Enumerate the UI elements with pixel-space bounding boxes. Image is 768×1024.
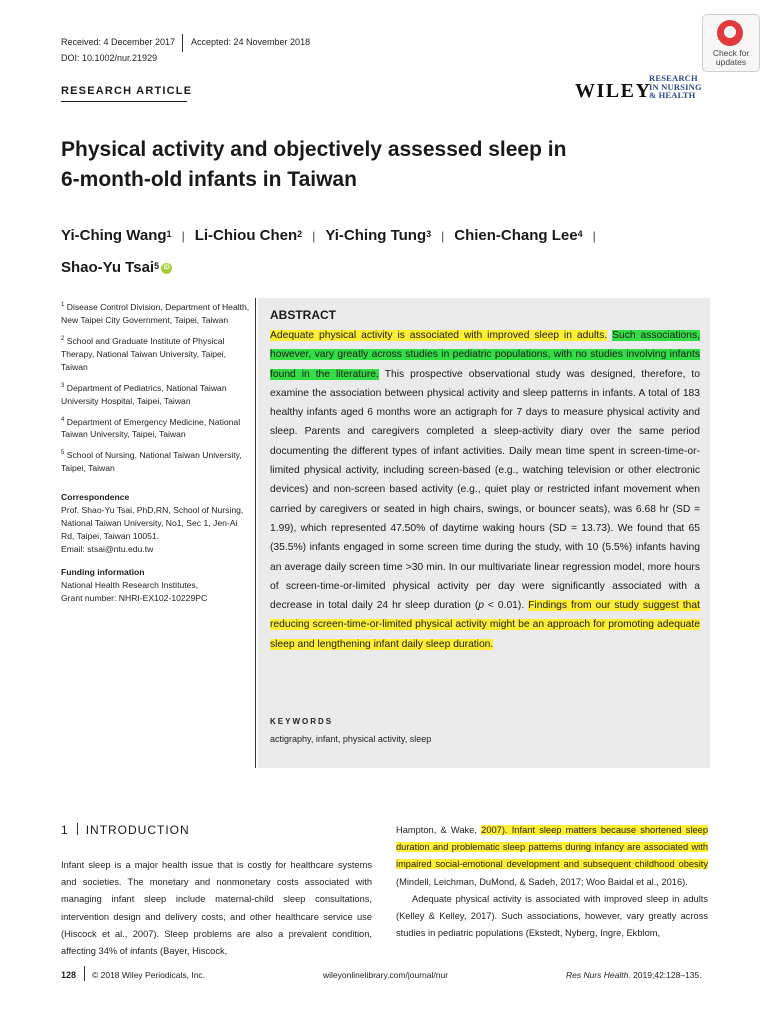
abstract-divider (255, 298, 256, 768)
journal-logo-line-3: & HEALTH (649, 90, 696, 100)
orcid-icon[interactable]: iD (161, 263, 172, 274)
intro-citation: (Mindell, Leichman, DuMond, & Sadeh, 2017; Woo Baidal et al., 2016). (396, 876, 688, 887)
journal-logo-line-1: RESEARCH (649, 73, 698, 83)
intro-text: Hampton, & Wake, (396, 825, 482, 835)
check-for-updates-badge[interactable] (702, 14, 760, 72)
author[interactable] (325, 227, 431, 244)
funding-line-1: National Health Research Institutes, (61, 580, 199, 591)
badge-text-line-2: updates (715, 57, 747, 67)
highlight-yellow: Findings from our study suggest that reducing screen-time-or-limited physical activity might be an approach for promoting adequate sleep and lengthening infant daily sleep duration. (270, 600, 700, 650)
correspondence-label: Correspondence (61, 492, 130, 503)
author-list (61, 220, 711, 284)
abstract-heading: ABSTRACT (270, 308, 336, 322)
title-line-1: Physical activity and objectively assessed sleep in (61, 138, 567, 161)
badge-text-line-1: Check for (712, 48, 750, 58)
copyright: © 2018 Wiley Periodicals, Inc. (92, 970, 206, 980)
article-type-underline (61, 101, 187, 102)
author-name: Shao-Yu Tsai (61, 259, 155, 276)
p-value-symbol: p (478, 600, 484, 612)
section-heading-introduction (61, 823, 190, 837)
author[interactable] (195, 227, 303, 244)
affiliation (61, 447, 251, 475)
footer-divider (84, 966, 85, 981)
affiliation (61, 299, 251, 327)
affiliation-mark: 2 (61, 335, 65, 342)
author-affiliation-mark: 4 (577, 229, 583, 239)
author[interactable] (454, 227, 582, 244)
affiliation-text: Department of Emergency Medicine, National Taiwan University, Taipei, Taiwan (61, 416, 241, 440)
correspondence-email[interactable]: Email: stsai@ntu.edu.tw (61, 544, 154, 555)
intro-paragraph-2: Adequate physical activity is associated with improved sleep in adults (Kelley & Kelley, 2017). Such associations, however, vary greatly across studies in pediatric populations (Ekstedt, Nyberg, Ingre, Ekblom, (396, 893, 708, 939)
author-name: Yi-Ching Tung (325, 227, 427, 244)
header-divider (182, 34, 183, 52)
keywords-list: actigraphy, infant, physical activity, sleep (270, 734, 432, 744)
affiliation (61, 333, 251, 374)
author-separator: | (312, 229, 316, 243)
author[interactable] (61, 259, 159, 276)
affiliations-column (61, 299, 251, 605)
publisher-logo: WILEY (575, 80, 652, 102)
author-affiliation-mark: 1 (166, 229, 172, 239)
highlight-green: Such associations, however, vary greatly across studies in pediatric populations, with no studies involving infants found in the literature. (270, 330, 700, 380)
abstract-body-end: < 0.01). (484, 600, 525, 612)
journal-url[interactable]: wileyonlinelibrary.com/journal/nur (323, 970, 449, 980)
badge-text (703, 49, 759, 67)
author-affiliation-mark: 5 (154, 261, 160, 271)
doi[interactable]: DOI: 10.1002/nur.21929 (61, 53, 158, 63)
author-name: Li-Chiou Chen (194, 227, 298, 244)
affiliation-mark: 5 (61, 450, 65, 457)
intro-column-left: Infant sleep is a major health issue that is costly for healthcare systems and societies. The monetary and nonmonetary costs associated with managing infant sleep include maternal-child sleep consultations, intervention design and delivery costs, and other healthcare service use (Hiscock et al., 2007). Sleep problems are also a prevalent condition, affecting 34% of infants (Bayer, Hiscock, (61, 860, 372, 957)
journal-logo (649, 74, 711, 100)
received-date: Received: 4 December 2017 (61, 37, 176, 47)
section-title: INTRODUCTION (85, 823, 190, 837)
article-type: RESEARCH ARTICLE (61, 85, 193, 97)
funding-grant: Grant number: NHRI-EX102-10229PC (61, 593, 208, 604)
title-line-2: 6-month-old infants in Taiwan (61, 168, 357, 191)
page-number: 128 (61, 970, 77, 980)
author-name: Chien-Chang Lee (454, 227, 578, 244)
affiliation-text: School and Graduate Institute of Physical Therapy, National Taiwan University, Taipei, Taiwan (61, 335, 227, 372)
highlight-yellow: 2007). Infant sleep matters because shortened sleep duration and problematic sleep patterns during infancy are associated with impaired social-emotional development and subsequent childhood obesity (396, 825, 708, 870)
affiliation (61, 414, 251, 442)
author-separator: | (441, 229, 445, 243)
highlight-yellow: Adequate physical activity is associated with improved sleep in adults. (270, 330, 608, 341)
journal-logo-line-2: IN NURSING (649, 81, 702, 92)
funding-label: Funding information (61, 567, 145, 578)
affiliation-text: Disease Control Division, Department of Health, New Taipei City Government, Taipei, Taiwan (61, 301, 250, 325)
citation-journal: Res Nurs Health. (566, 970, 631, 980)
author-name: Yi-Ching Wang (61, 227, 167, 244)
crossmark-icon (717, 20, 743, 46)
citation (566, 970, 702, 980)
author-affiliation-mark: 2 (297, 229, 303, 239)
intro-column-right (396, 822, 708, 942)
affiliation (61, 380, 251, 408)
correspondence-text: Prof. Shao-Yu Tsai, PhD,RN, School of Nursing, National Taiwan University, No1, Sec 1, Jen-Ai Rd, Taipei, Taiwan 10051. (61, 505, 244, 542)
affiliation-text: School of Nursing, National Taiwan University, Taipei, Taiwan (61, 450, 242, 474)
section-number-divider (77, 823, 78, 835)
affiliation-mark: 4 (61, 416, 65, 423)
keywords-heading: KEYWORDS (270, 717, 334, 726)
accepted-date: Accepted: 24 November 2018 (191, 37, 311, 47)
affiliation-mark: 1 (61, 302, 65, 308)
abstract-body: This prospective observational study was designed, therefore, to examine the association between physical activity and sleep patterns in infants. A total of 183 healthy infants aged 6 months wore an actigraph for 7 days to measure physical activity and sleep. Parents and caregivers completed a sleep-activity diary over the same period documenting the different types of infant activities. Daily mean time spent in screen-time-or-limited physical activity, including screen-based (e.g., watching television or other electronic devices) and non-screen based activity (e.g., quiet play or restricted infant movement when carried by caregivers or seated in high chairs, swings, or bouncer seats), was 6.68 hr (SD = 1.99), which represented 47.50% of daytime waking hours (SD = 13.73). We found that 65 (35.5%) infants engaged in some screen time during the study, with 10 (5.5%) infants having an average daily screen time >30 min. In our multivariate linear regression model, more hours of screen-time-or-limited physical activity per day were significantly associated with a decrease in total daily 24 hr sleep duration ( (270, 368, 700, 612)
affiliation-mark: 3 (61, 382, 65, 389)
author-separator: | (592, 229, 596, 243)
affiliation-text: Department of Pediatrics, National Taiwan University Hospital, Taipei, Taiwan (61, 382, 227, 406)
citation-volume: 2019;42:128–135. (630, 970, 702, 980)
abstract-text (270, 326, 700, 654)
article-title (61, 135, 621, 195)
author[interactable] (61, 227, 172, 244)
author-separator: | (181, 229, 185, 243)
section-number: 1 (61, 823, 69, 837)
author-affiliation-mark: 3 (426, 229, 432, 239)
